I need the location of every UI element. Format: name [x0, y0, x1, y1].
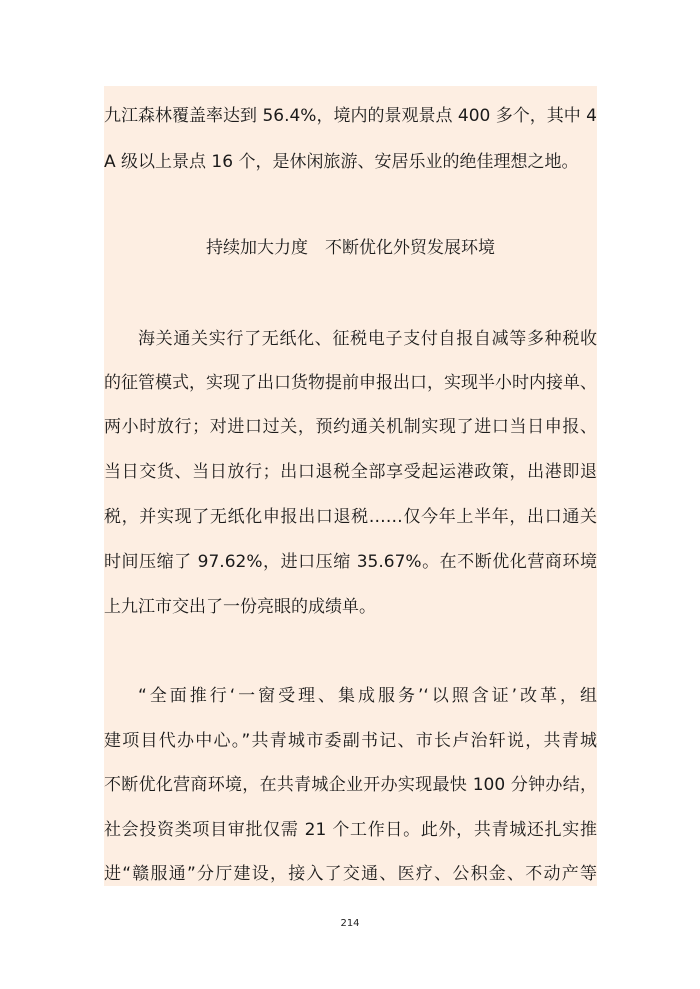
paragraph-line: 建项目代办中心。”共青城市委副书记、市长卢治轩说，共青城: [104, 731, 597, 751]
paragraph-line: 进“赣服通”分厅建设，接入了交通、医疗、公积金、不动产等: [104, 864, 597, 884]
paragraph-line: 税，并实现了无纸化申报出口退税……仅今年上半年，出口通关: [104, 507, 597, 527]
paragraph-line: 不断优化营商环境，在共青城企业开办实现最快 100 分钟办结，: [104, 775, 597, 795]
paragraph-line: 九江森林覆盖率达到 56.4%，境内的景观景点 400 多个，其中 4: [104, 106, 597, 126]
paragraph-line: “全面推行‘一窗受理、集成服务’‘以照含证’改革，组: [138, 686, 597, 706]
paragraph-line: 的征管模式，实现了出口货物提前申报出口，实现半小时内接单、: [104, 373, 597, 393]
paragraph-line: 当日交货、当日放行；出口退税全部享受起运港政策，出港即退: [104, 462, 597, 482]
page-number: 214: [340, 918, 360, 929]
paragraph-line: 社会投资类项目审批仅需 21 个工作日。此外，共青城还扎实推: [104, 820, 597, 840]
section-heading: 持续加大力度 不断优化外贸发展环境: [206, 238, 495, 258]
paragraph-line: A 级以上景点 16 个，是休闲旅游、安居乐业的绝佳理想之地。: [104, 152, 579, 172]
paragraph-line: 两小时放行；对进口过关，预约通关机制实现了进口当日申报、: [104, 417, 597, 437]
paragraph-line: 上九江市交出了一份亮眼的成绩单。: [104, 597, 376, 617]
paragraph-line: 时间压缩了 97.62%，进口压缩 35.67%。在不断优化营商环境: [104, 552, 597, 572]
paragraph-line: 海关通关实行了无纸化、征税电子支付自报自减等多种税收: [138, 329, 597, 349]
highlighted-text-region: [104, 86, 597, 886]
